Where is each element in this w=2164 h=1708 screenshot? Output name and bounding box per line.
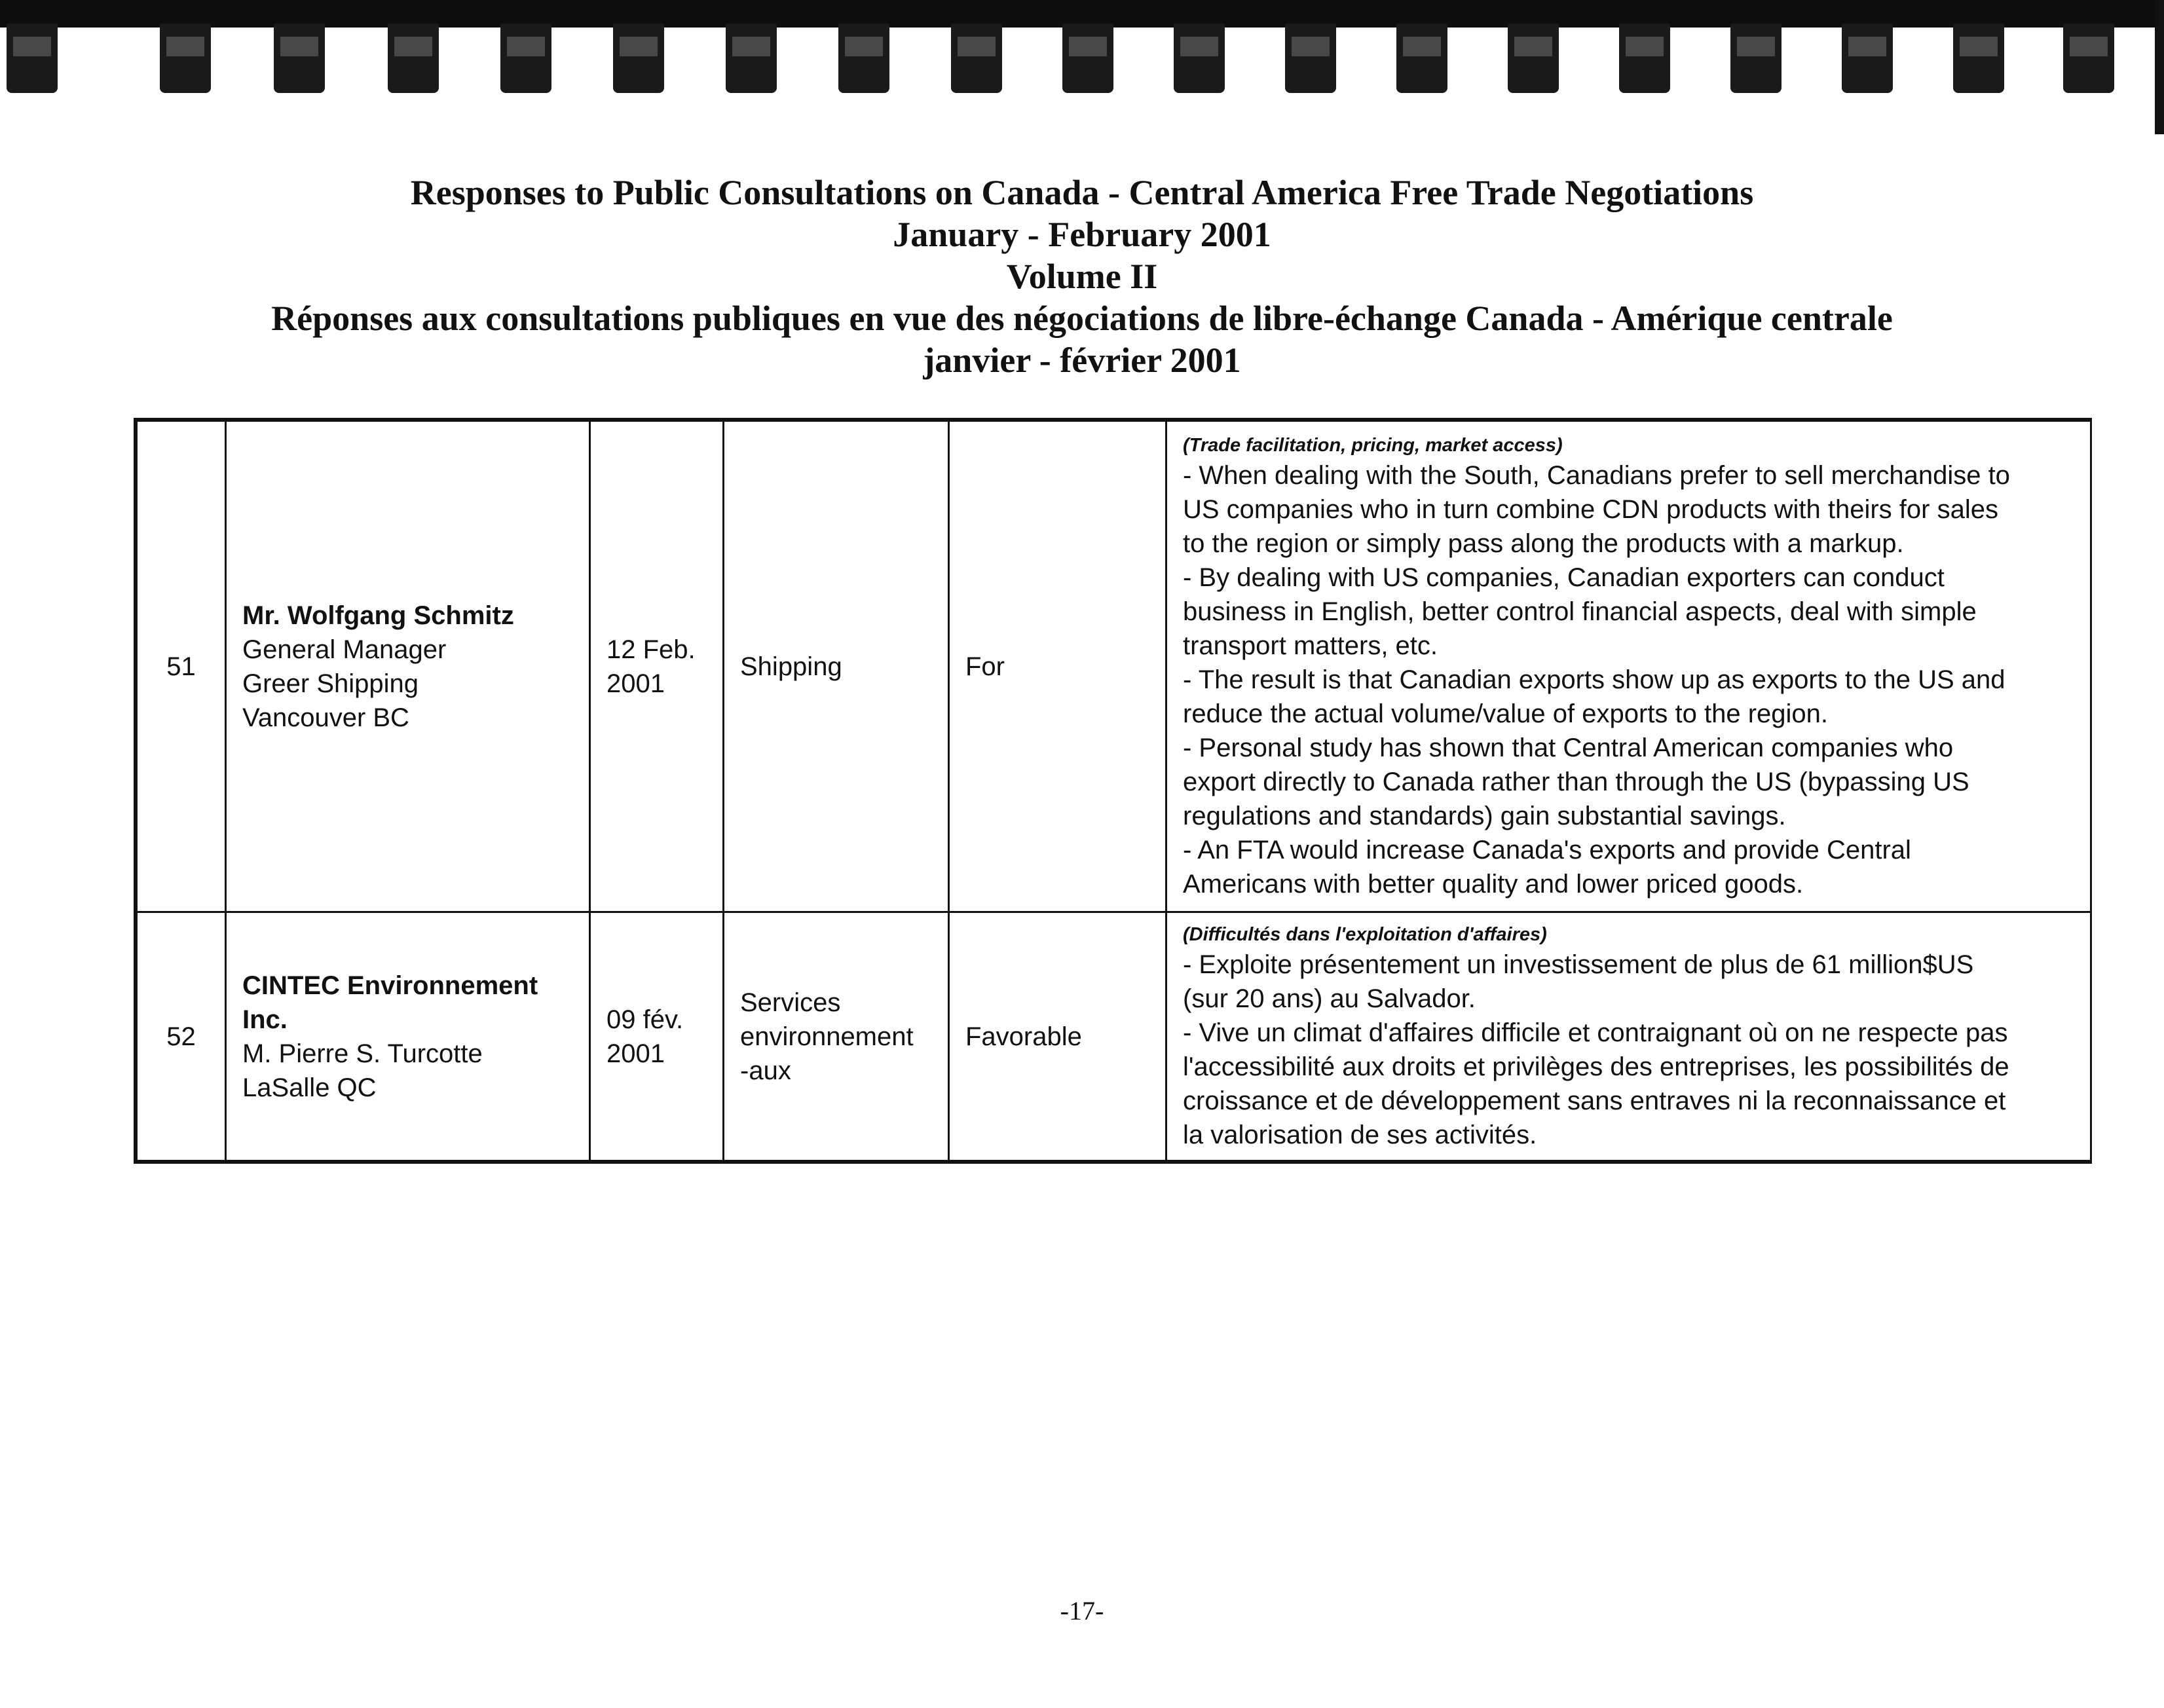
title-english: Responses to Public Consultations on Canada - Central America Free Trade Negotiations — [410, 173, 1754, 212]
binding-tab — [1285, 24, 1336, 93]
volume-label: Volume II — [1006, 257, 1158, 296]
binding-tab — [613, 24, 664, 93]
comment-line: (sur 20 ans) au Salvador. — [1183, 984, 1476, 1013]
comment-line: business in English, better control financial aspects, deal with simple — [1183, 597, 1977, 626]
binding-tab — [1953, 24, 2004, 93]
respondent-name: CINTEC Environnement — [242, 971, 538, 1000]
comment-line: transport matters, etc. — [1183, 631, 1438, 660]
comment-line: - An FTA would increase Canada's exports and provide Central — [1183, 835, 1911, 864]
comment-line: - Personal study has shown that Central American companies who — [1183, 733, 1954, 762]
binding-tab — [274, 24, 325, 93]
respondent-location: Vancouver BC — [242, 703, 409, 732]
binding-tab — [500, 24, 551, 93]
binding-tab — [1508, 24, 1559, 93]
title-french: Réponses aux consultations publiques en vue des négociations de libre-échange Canada - Amérique centrale — [271, 299, 1893, 338]
date-year: 2001 — [606, 1039, 665, 1068]
binding-tab — [726, 24, 777, 93]
binding-tab — [388, 24, 439, 93]
table-row — [137, 421, 2091, 912]
binding-tab — [160, 24, 211, 93]
responses-table — [134, 418, 2092, 1164]
sector-cell — [724, 912, 949, 1161]
respondent-contact: M. Pierre S. Turcotte — [242, 1039, 483, 1068]
respondent-location: LaSalle QC — [242, 1073, 377, 1102]
respondent-cell — [226, 912, 590, 1161]
comment-category: (Difficultés dans l'exploitation d'affaires) — [1183, 923, 1547, 945]
respondent-organization: Greer Shipping — [242, 669, 419, 698]
comment-line: Americans with better quality and lower priced goods. — [1183, 869, 1804, 899]
comment-line: l'accessibilité aux droits et privilèges des entreprises, les possibilités de — [1183, 1052, 2009, 1081]
date-day-month: 09 fév. — [606, 1005, 684, 1034]
binding-tab — [838, 24, 889, 93]
table-row — [137, 912, 2091, 1161]
comment-line: croissance et de développement sans entraves ni la reconnaissance et — [1183, 1086, 2006, 1115]
binding-tab — [1619, 24, 1670, 93]
respondent-title: General Manager — [242, 635, 447, 664]
row-number: 51 — [137, 421, 226, 912]
sector-cell: Shipping — [724, 421, 949, 912]
binding-tab — [1062, 24, 1113, 93]
comment-line: - Vive un climat d'affaires difficile et contraignant où on ne respecte pas — [1183, 1018, 2008, 1047]
date-year: 2001 — [606, 669, 665, 698]
comments-cell — [1166, 912, 2091, 1161]
date-cell — [590, 421, 724, 912]
sector-line: environnement — [740, 1022, 914, 1051]
binding-tab — [1730, 24, 1782, 93]
date-cell — [590, 912, 724, 1161]
position-cell: For — [949, 421, 1166, 912]
sector-line: Services — [740, 988, 841, 1017]
comment-category: (Trade facilitation, pricing, market access) — [1183, 434, 1563, 456]
binding-tab — [1396, 24, 1447, 93]
dates-french: janvier - février 2001 — [923, 341, 1241, 380]
document-header — [0, 172, 2164, 381]
binding-tab — [7, 24, 58, 93]
comment-line: - The result is that Canadian exports show up as exports to the US and — [1183, 665, 2005, 694]
comment-line: - By dealing with US companies, Canadian exporters can conduct — [1183, 563, 1945, 592]
comment-line: to the region or simply pass along the products with a markup. — [1183, 529, 1904, 558]
dates-english: January - February 2001 — [893, 215, 1271, 254]
respondent-name-continued: Inc. — [242, 1005, 288, 1034]
binding-tab — [2063, 24, 2114, 93]
comment-line: reduce the actual volume/value of exports to the region. — [1183, 699, 1829, 728]
date-day-month: 12 Feb. — [606, 635, 696, 664]
comment-line: - When dealing with the South, Canadians prefer to sell merchandise to — [1183, 460, 2010, 490]
page-number: -17- — [1060, 1596, 1104, 1625]
comment-line: export directly to Canada rather than through the US (bypassing US — [1183, 767, 1969, 796]
respondent-name: Mr. Wolfgang Schmitz — [242, 601, 514, 630]
binding-tab — [1174, 24, 1225, 93]
respondent-cell — [226, 421, 590, 912]
sector-line: -aux — [740, 1056, 791, 1085]
comment-line: US companies who in turn combine CDN products with theirs for sales — [1183, 494, 1998, 524]
comment-line: la valorisation de ses activités. — [1183, 1120, 1537, 1149]
binding-tab — [1842, 24, 1893, 93]
comment-line: - Exploite présentement un investissement de plus de 61 million$US — [1183, 950, 1974, 979]
spiral-binding — [0, 0, 2164, 98]
position-cell: Favorable — [949, 912, 1166, 1161]
binding-edge — [2155, 0, 2164, 134]
binding-tab — [951, 24, 1002, 93]
row-number: 52 — [137, 912, 226, 1161]
comments-cell — [1166, 421, 2091, 912]
comment-line: regulations and standards) gain substantial savings. — [1183, 801, 1786, 830]
